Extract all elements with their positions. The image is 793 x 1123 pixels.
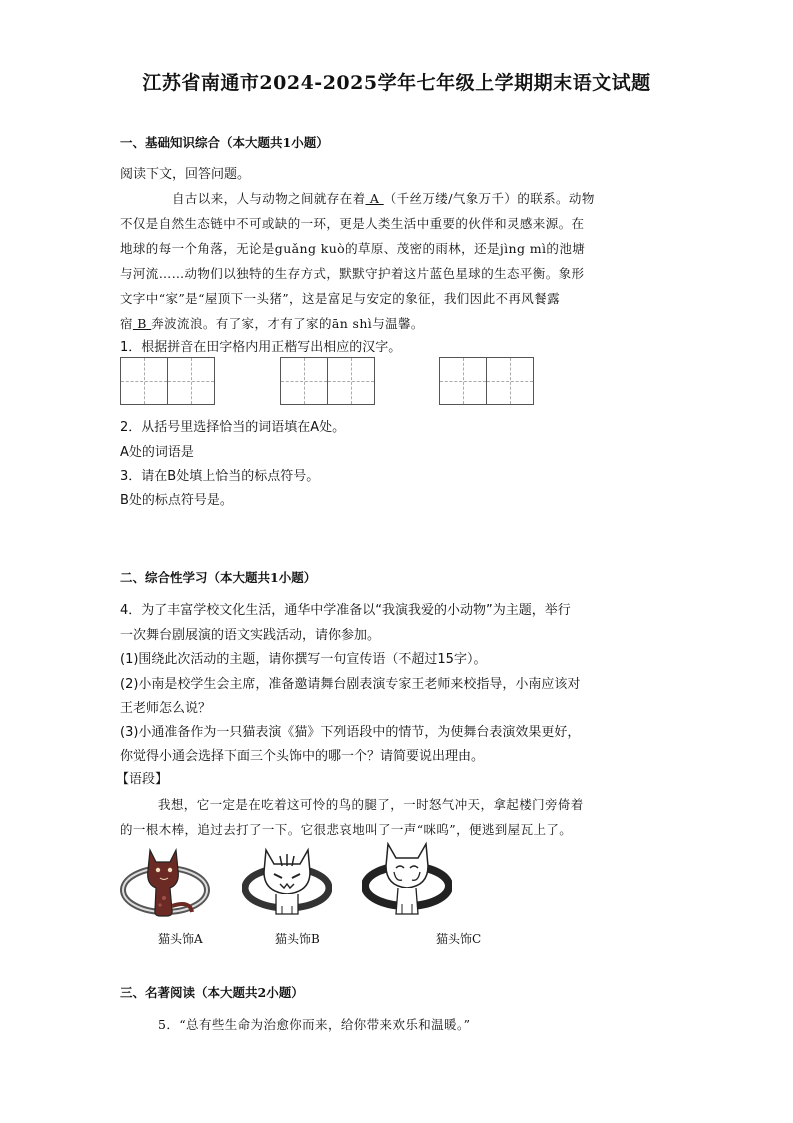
tianzige-grid-2[interactable] xyxy=(280,357,374,405)
passage-line-2: 不仅是自然生态链中不可或缺的一环，更是人类生活中重要的伙伴和灵感来源。在 xyxy=(120,216,585,231)
caption-a: 猫头饰A xyxy=(158,932,203,946)
tianzige-cell[interactable] xyxy=(280,357,328,405)
question-4-part-1: (1)围绕此次活动的主题，请你撰写一句宣传语（不超过15字）。 xyxy=(120,652,487,667)
cat-headpiece-b-icon xyxy=(242,840,332,920)
blank-a: A xyxy=(365,191,384,206)
tianzige-cell[interactable] xyxy=(439,357,487,405)
answer-line-b: B处的标点符号是。 xyxy=(120,493,233,508)
tianzige-grid-1[interactable] xyxy=(120,357,214,405)
blank-b: B xyxy=(132,316,152,331)
tianzige-grid-3[interactable] xyxy=(439,357,533,405)
question-3: 3．请在B处填上恰当的标点符号。 xyxy=(120,469,320,484)
question-4-part-2b: 王老师怎么说？ xyxy=(120,701,212,716)
excerpt-line-2: 的一根木棒，追过去打了一下。它很悲哀地叫了一声“咪呜”，便逃到屋瓦上了。 xyxy=(120,822,573,837)
page-title: 江苏省南通市2024-2025学年七年级上学期期末语文试题 xyxy=(142,72,651,94)
excerpt-line-1: 我想，它一定是在吃着这可怜的鸟的腿了，一时怒气冲天，拿起楼门旁倚着 xyxy=(158,797,584,812)
question-4-part-2a: (2)小南是校学生会主席，准备邀请舞台剧表演专家王老师来校指导，小南应该对 xyxy=(120,677,581,692)
question-4-part-3a: (3)小通准备作为一只猫表演《猫》下列语段中的情节，为使舞台表演效果更好， xyxy=(120,725,581,740)
question-2: 2．从括号里选择恰当的词语填在A处。 xyxy=(120,420,346,435)
question-1: 1．根据拼音在田字格内用正楷写出相应的汉字。 xyxy=(120,340,402,355)
answer-line-a: A处的词语是 xyxy=(120,445,194,460)
passage-line-5: 文字中“家”是“屋顶下一头猪”，这是富足与安定的象征，我们因此不再风餐露 xyxy=(120,291,560,306)
cat-headpiece-a-icon xyxy=(120,840,210,920)
question-5: 5．“总有些生命为治愈你而来，给你带来欢乐和温暖。” xyxy=(158,1017,471,1032)
question-4-line-1: 4．为了丰富学校文化生活，通华中学准备以“我演我爱的小动物”为主题，举行 xyxy=(120,603,571,618)
tianzige-cell[interactable] xyxy=(120,357,168,405)
caption-c: 猫头饰C xyxy=(436,932,482,946)
caption-b: 猫头饰B xyxy=(275,932,320,946)
instruction-text: 阅读下文，回答问题。 xyxy=(120,167,251,182)
section-heading-3: 三、名著阅读（本大题共2小题） xyxy=(120,985,304,1000)
cat-headpiece-c-icon xyxy=(362,836,452,920)
question-4-line-2: 一次舞台剧展演的语文实践活动，请你参加。 xyxy=(120,628,381,643)
passage-label: 【语段】 xyxy=(116,772,169,787)
passage-line-1: 自古以来，人与动物之间就存在着 A （千丝万缕/气象万千）的联系。动物 xyxy=(172,191,595,206)
tianzige-cell[interactable] xyxy=(327,357,375,405)
passage-line-3: 地球的每一个角落，无论是guǎng kuò的草原、茂密的雨林，还是jìng mì的池塘 xyxy=(120,241,586,256)
tianzige-cell[interactable] xyxy=(167,357,215,405)
passage-line-6: 宿 B 奔波流浪。有了家，才有了家的ān shì与温馨。 xyxy=(120,316,424,331)
section-heading-2: 二、综合性学习（本大题共1小题） xyxy=(120,570,317,585)
passage-line-4: 与河流……动物们以独特的生存方式，默默守护着这片蓝色星球的生态平衡。象形 xyxy=(120,266,585,281)
section-heading-1: 一、基础知识综合（本大题共1小题） xyxy=(120,135,329,150)
question-4-part-3b: 你觉得小通会选择下面三个头饰中的哪一个？请简要说出理由。 xyxy=(120,749,485,764)
tianzige-cell[interactable] xyxy=(486,357,534,405)
